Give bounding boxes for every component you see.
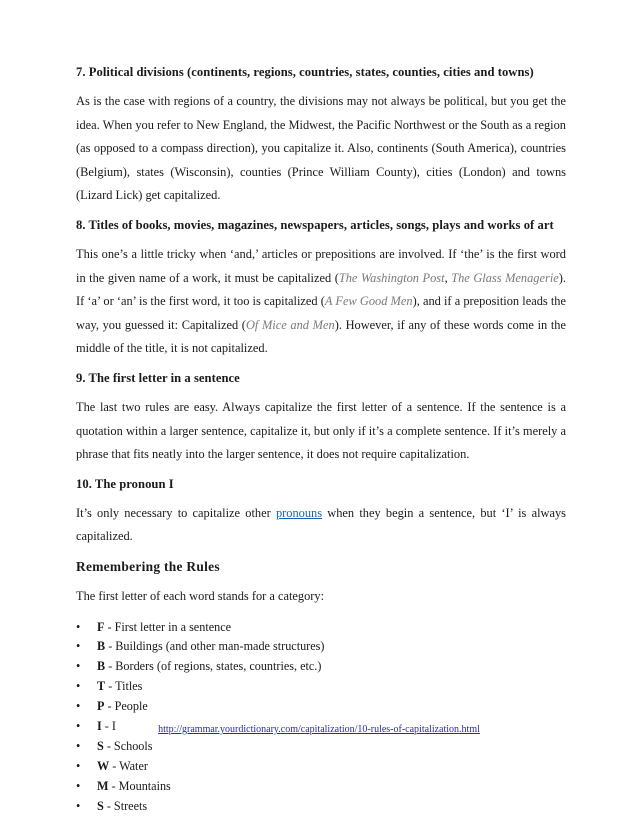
title-example-glass-menagerie: The Glass Menagerie (451, 270, 559, 285)
section-8-text-2: ). If ‘a’ or ‘an’ is the first word, it too is capitalized ( (76, 270, 567, 309)
list-item-letter: M (97, 778, 109, 793)
list-item (76, 618, 566, 638)
title-example-a-few-good-men: A Few Good Men (324, 294, 413, 309)
section-8-text-4: ). However, if any of these words come in the middle of the title, it is not capitalized. (76, 317, 566, 356)
list-item (76, 697, 566, 717)
list-item (76, 757, 566, 777)
list-item-letter: B (97, 639, 106, 654)
section-7-body: As is the case with regions of a country, the divisions may not always be political, but you get the idea. When you refer to New England, the Midwest, the Pacific Northwest or the South as a region (as opposed to a compass direction), you capitalize it. Also, continents (South America), countries (Belgium), states (Wisconsin), counties (Prince William County), cities (London) and towns (Lizard Lick) get capitalized. (76, 94, 566, 203)
list-item-letter: S (97, 738, 104, 753)
list-item-text: - People (104, 699, 148, 714)
section-8-text-1: This one’s a little tricky when ‘and,’ articles or prepositions are involved. If ‘the’ is the first word in the given name of a work, it must be capitalized ( (76, 246, 566, 285)
list-item-letter: F (97, 619, 105, 634)
bullet-icon: • (76, 659, 81, 674)
section-9-body: The last two rules are easy. Always capitalize the first letter of a sentence. If the sentence is a quotation within a larger sentence, capitalize it, but only if it’s a complete sentence. If it’s merely a phrase that fits neatly into the larger sentence, it does not require capitalization. (76, 399, 566, 462)
list-item-text: - Streets (103, 798, 148, 813)
list-item-letter: S (97, 798, 104, 813)
list-item (76, 797, 566, 817)
pronouns-link[interactable]: pronouns (275, 505, 323, 520)
rules-mnemonic-list (76, 618, 566, 817)
bullet-icon: • (76, 699, 81, 714)
list-item (76, 777, 566, 797)
list-item-letter: B (97, 659, 106, 674)
section-9-heading: 9. The first letter in a sentence (76, 370, 240, 385)
list-item-text: - Mountains (108, 778, 171, 793)
section-8-body (76, 243, 566, 361)
list-item-text: - Titles (105, 679, 143, 694)
list-item-text: - I (101, 719, 116, 734)
bullet-icon: • (76, 639, 81, 654)
section-10-heading: 10. The pronoun I (76, 476, 174, 491)
list-item-text: - Water (109, 758, 148, 773)
document-page (76, 64, 566, 817)
source-url-link[interactable]: http://grammar.yourdictionary.com/capitalization/10-rules-of-capitalization.html (158, 724, 480, 735)
list-item (76, 737, 566, 757)
section-10-text-2: when they begin a sentence, but ‘I’ is always capitalized. (76, 505, 566, 544)
list-item-letter: I (97, 719, 102, 734)
bullet-icon: • (76, 719, 81, 734)
title-example-washington-post: The Washington Post (338, 270, 445, 285)
list-item-text: - Schools (103, 738, 153, 753)
bullet-icon: • (76, 778, 81, 793)
bullet-icon: • (76, 758, 81, 773)
list-item (76, 637, 566, 657)
list-item-text: - First letter in a sentence (104, 619, 232, 634)
list-item (76, 677, 566, 697)
list-item-letter: W (97, 758, 110, 773)
section-10-text-1: It’s only necessary to capitalize other (76, 505, 276, 520)
bullet-icon: • (76, 738, 81, 753)
section-8-text-3: ), and if a preposition leads the way, you guessed it: Capitalized ( (76, 294, 566, 332)
title-example-of-mice-and-men: Of Mice and Men (245, 317, 335, 332)
section-8-heading: 8. Titles of books, movies, magazines, newspapers, articles, songs, plays and works of art (76, 217, 554, 232)
list-item-text: - Buildings (and other man-made structures) (105, 639, 325, 654)
section-8-separator: , (444, 270, 452, 285)
remembering-intro: The first letter of each word stands for a category: (76, 588, 325, 603)
list-item-letter: T (97, 679, 106, 694)
bullet-icon: • (76, 619, 81, 634)
list-item-text: - Borders (of regions, states, countries, etc.) (105, 659, 322, 674)
remembering-heading: Remembering the Rules (76, 558, 220, 574)
bullet-icon: • (76, 679, 81, 694)
list-item-letter: P (97, 699, 105, 714)
section-7-heading: 7. Political divisions (continents, regions, countries, states, counties, cities and towns) (76, 65, 534, 79)
source-footer (0, 723, 638, 736)
section-10-body (76, 502, 566, 549)
list-item (76, 657, 566, 677)
bullet-icon: • (76, 798, 81, 813)
